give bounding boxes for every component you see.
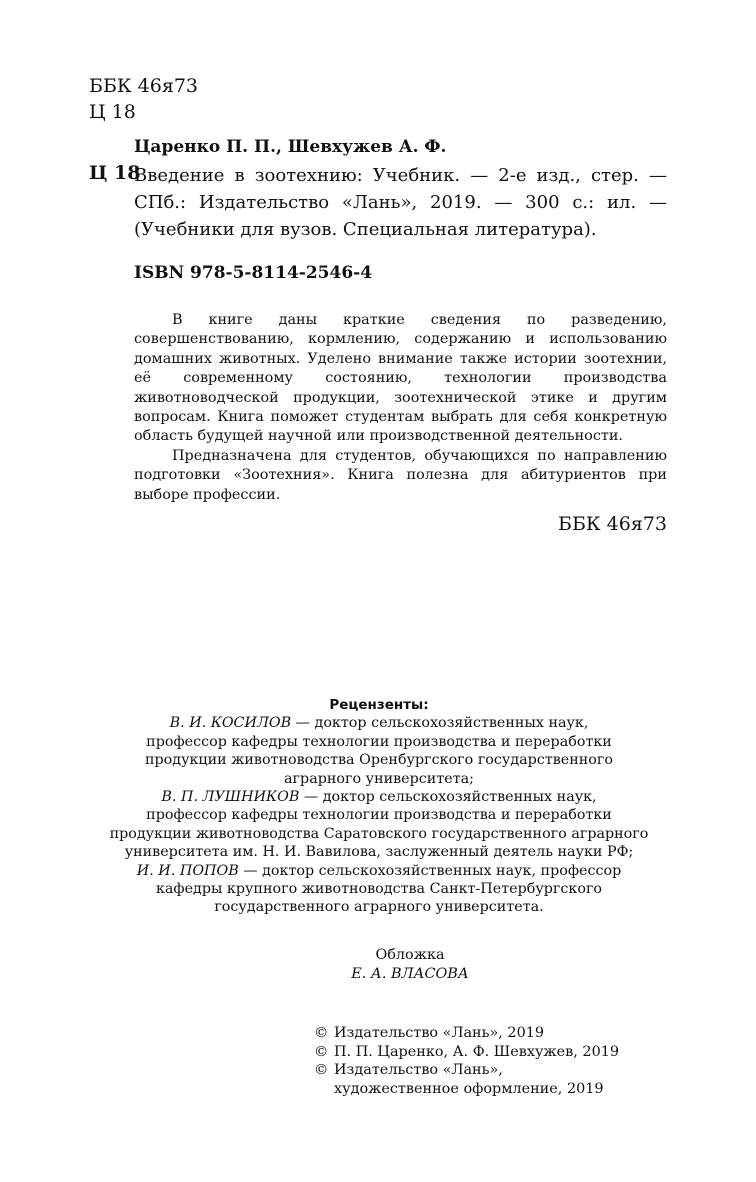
annotation-line: Предназначена для студентов, обучающихся по направлению <box>172 447 667 464</box>
annotation-line: область будущей научной или производственной деятельности. <box>134 428 624 445</box>
annotation-line: животноводческой продукции, зоотехнической этике и другим <box>134 389 667 406</box>
copyright-line: © П. П. Царенко, А. Ф. Шевхужев, 2019 <box>314 1043 620 1060</box>
reviewer-line: аграрного университета; <box>284 770 474 787</box>
author-code: Ц 18 <box>89 101 136 123</box>
annotation-line: выборе профессии. <box>134 486 281 503</box>
biblio-line: (Учебники для вузов. Специальная литература). <box>134 219 597 240</box>
reviewer-line: государственного аграрного университета. <box>214 899 544 916</box>
annotation <box>134 311 667 505</box>
annotation-line: домашних животных. Уделено внимание также истории зоотехнии, <box>134 350 667 367</box>
cover-artist: Е. А. ВЛАСОВА <box>351 966 469 982</box>
bibliographic-description <box>134 162 667 243</box>
reviewer-line: В. И. КОСИЛОВ — доктор сельскохозяйственных наук, <box>169 715 589 732</box>
copyright-icon: © <box>314 1062 329 1078</box>
reviewer-line: профессор кафедры технологии производства и переработки <box>146 807 612 824</box>
biblio-line: СПб.: Издательство «Лань», 2019. — 300 с.: ил. — <box>134 192 667 213</box>
reviewer-name: И. И. ПОПОВ <box>136 862 239 879</box>
reviewer-line: университета им. Н. И. Вавилова, заслуженный деятель науки РФ; <box>124 844 634 861</box>
annotation-line: подготовки «Зоотехния». Книга полезна для абитуриентов при <box>134 467 667 484</box>
reviewer-line: В. П. ЛУШНИКОВ — доктор сельскохозяйственных наук, <box>161 789 597 806</box>
reviewer-line: профессор кафедры технологии производства и переработки <box>146 733 612 750</box>
copyright-icon: © <box>314 1043 329 1060</box>
reviewer-line: кафедры крупного животноводства Санкт-Петербургского <box>155 881 603 898</box>
copyright-line: художественное оформление, 2019 <box>334 1080 604 1097</box>
reviewers-heading: Рецензенты: <box>329 697 429 713</box>
copyright-icon: © <box>314 1025 329 1041</box>
author-code-bold: Ц 18 <box>89 162 141 184</box>
reviewer-line: продукции животноводства Оренбургского государственного <box>144 752 613 769</box>
authors: Царенко П. П., Шевхужев А. Ф. <box>134 137 447 157</box>
annotation-line: вопросам. Книга поможет студентам выбрать для себя конкретную <box>134 409 667 426</box>
cover-credit <box>330 946 490 984</box>
annotation-line: совершенствованию, кормлению, содержанию и использованию <box>134 331 667 348</box>
reviewer-line: продукции животноводства Саратовского государственного аграрного <box>109 825 649 842</box>
bbk-classification-right: ББК 46я73 <box>557 513 667 535</box>
cover-label: Обложка <box>375 947 445 963</box>
bbk-classification: ББК 46я73 <box>89 75 199 97</box>
copyright-line: © Издательство «Лань», <box>314 1062 503 1078</box>
copyright-block <box>314 1024 619 1098</box>
copyright-line: © Издательство «Лань», 2019 <box>314 1025 545 1041</box>
annotation-line: её современному состоянию, технологии производства <box>134 370 667 387</box>
reviewer-name: В. И. КОСИЛОВ <box>169 715 292 732</box>
reviewers-block <box>84 696 674 917</box>
reviewer-name: В. П. ЛУШНИКОВ <box>161 789 300 806</box>
isbn: ISBN 978-5-8114-2546-4 <box>134 263 373 283</box>
annotation-line: В книге даны краткие сведения по разведению, <box>172 312 667 328</box>
biblio-line: Введение в зоотехнию: Учебник. — 2-е изд., стер. — <box>134 165 667 186</box>
reviewer-line: И. И. ПОПОВ — доктор сельскохозяйственных наук, профессор <box>136 862 622 879</box>
